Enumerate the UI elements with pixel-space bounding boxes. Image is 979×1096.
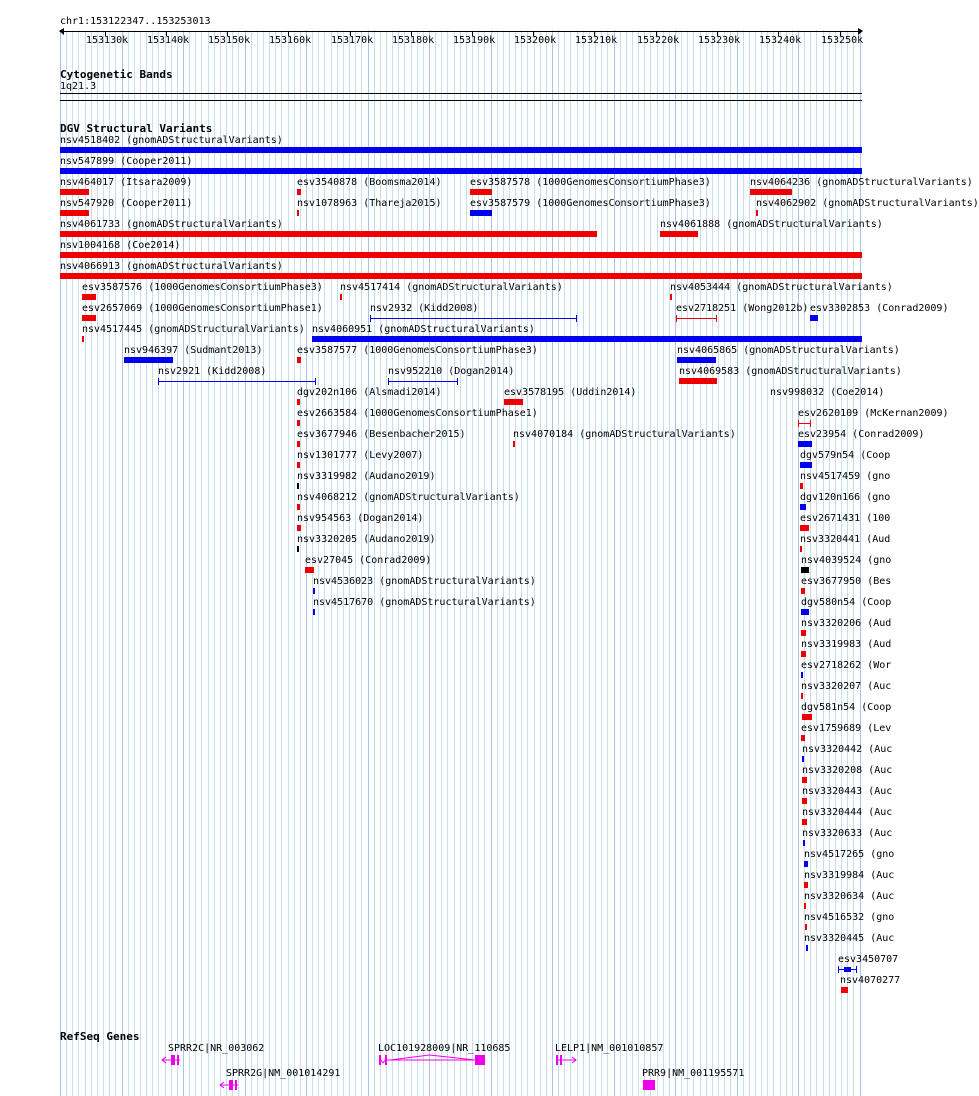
sv-feature-label[interactable]: nsv4061888 (gnomADStructuralVariants) (660, 219, 883, 230)
sv-feature-bar[interactable] (513, 441, 515, 447)
sv-feature-bar[interactable] (297, 399, 300, 405)
sv-feature-label[interactable]: nsv3320208 (Auc (802, 765, 893, 776)
sv-feature-bar[interactable] (297, 546, 299, 552)
sv-feature-bar[interactable] (312, 336, 862, 342)
sv-feature-bar[interactable] (802, 714, 812, 720)
sv-feature-bar[interactable] (297, 210, 299, 216)
grid-line (650, 30, 651, 1096)
sv-feature-bar[interactable] (60, 231, 597, 237)
sv-feature-label[interactable]: nsv998032 (Coe2014) (770, 387, 885, 398)
refseq-track-title: RefSeq Genes (60, 1030, 140, 1043)
sv-feature-label[interactable]: nsv3320443 (Auc (802, 786, 893, 797)
gene-model-part (385, 1055, 387, 1065)
sv-feature-label[interactable]: nsv1004168 (Coe2014) (60, 240, 181, 251)
sv-feature-label[interactable]: esv3677950 (Bes (801, 576, 892, 587)
grid-line (257, 30, 258, 1096)
sv-feature-bar[interactable] (800, 504, 806, 510)
sv-feature-cap (798, 420, 799, 427)
ruler-tick-label: 153130k (86, 35, 129, 46)
gene-model-icon (376, 1055, 489, 1067)
sv-feature-label[interactable]: esv2620109 (McKernan2009) (798, 408, 949, 419)
sv-feature-cap (810, 420, 811, 427)
sv-feature-label[interactable]: nsv547920 (Cooper2011) (60, 198, 193, 209)
sv-feature-bar[interactable] (802, 798, 807, 804)
grid-line (232, 30, 233, 1096)
grid-line (730, 30, 731, 1096)
gene-model-part (475, 1055, 485, 1065)
sv-feature-label[interactable]: nsv3319984 (Auc (804, 870, 895, 881)
grid-line (792, 30, 793, 1096)
grid-line (743, 30, 744, 1096)
sv-feature-label[interactable]: nsv547899 (Cooper2011) (60, 156, 193, 167)
grid-line (460, 30, 461, 1096)
refseq-gene-label[interactable]: SPRR2C|NR_003062 (168, 1043, 265, 1054)
sv-feature-bar[interactable] (800, 546, 802, 552)
sv-feature-label[interactable]: esv2718251 (Wong2012b) (676, 303, 809, 314)
sv-feature-label[interactable]: nsv3319982 (Audano2019) (297, 471, 436, 482)
sv-feature-bar[interactable] (504, 399, 523, 405)
grid-line (177, 30, 178, 1096)
sv-feature-label[interactable]: nsv4062902 (gnomADStructuralVariants) (756, 198, 979, 209)
sv-feature-label[interactable]: esv3677946 (Besenbacher2015) (297, 429, 466, 440)
ruler-tick-label: 153190k (453, 35, 496, 46)
sv-feature-span[interactable] (676, 318, 717, 319)
sv-feature-cap (856, 966, 857, 973)
grid-line (146, 30, 147, 1096)
sv-feature-cap (315, 378, 316, 385)
gene-model-icon (159, 1055, 183, 1067)
gene-model-part (560, 1055, 562, 1065)
sv-feature-label[interactable]: esv3302853 (Conrad2009) (810, 303, 949, 314)
sv-feature-cap (838, 966, 839, 973)
sv-feature-cap (576, 315, 577, 322)
sv-feature-span[interactable] (388, 381, 458, 382)
sv-feature-bar[interactable] (297, 420, 300, 426)
grid-line (577, 30, 578, 1096)
refseq-gene-label[interactable]: SPRR2G|NM_001014291 (226, 1068, 341, 1079)
sv-feature-label[interactable]: nsv4517414 (gnomADStructuralVariants) (340, 282, 563, 293)
sv-feature-bar[interactable] (470, 189, 492, 195)
grid-line (798, 30, 799, 1096)
sv-feature-label[interactable]: dgv120n166 (gno (800, 492, 891, 503)
cytoband-label: 1q21.3 (60, 81, 97, 92)
sv-feature-label[interactable]: nsv3320207 (Auc (801, 681, 892, 692)
gene-model-part (390, 1055, 475, 1060)
sv-feature-label[interactable]: nsv4517265 (gno (804, 849, 895, 860)
grid-line (288, 30, 289, 1096)
sv-feature-bar[interactable] (844, 967, 851, 972)
sv-feature-label[interactable]: nsv4536023 (gnomADStructuralVariants) (313, 576, 536, 587)
sv-feature-bar[interactable] (802, 819, 807, 825)
sv-feature-label[interactable]: nsv4060951 (gnomADStructuralVariants) (312, 324, 535, 335)
grid-line (706, 30, 707, 1096)
grid-line (503, 30, 504, 1096)
grid-line (614, 30, 615, 1096)
sv-feature-bar[interactable] (297, 189, 301, 195)
sv-feature-cap (457, 378, 458, 385)
grid-line (644, 30, 645, 1096)
grid-line (195, 30, 196, 1096)
grid-line (712, 30, 713, 1096)
sv-feature-bar[interactable] (801, 588, 805, 594)
sv-feature-label[interactable]: nsv4517670 (gnomADStructuralVariants) (313, 597, 536, 608)
sv-feature-span[interactable] (370, 318, 577, 319)
sv-feature-label[interactable]: nsv954563 (Dogan2014) (297, 513, 424, 524)
grid-line (189, 30, 190, 1096)
sv-feature-bar[interactable] (297, 441, 300, 447)
grid-line (171, 30, 172, 1096)
grid-line (601, 30, 602, 1096)
grid-line (140, 30, 141, 1096)
gene-model-part (235, 1080, 237, 1090)
sv-feature-bar[interactable] (841, 987, 848, 993)
cytoband-line-bottom (60, 100, 862, 101)
sv-feature-label[interactable]: nsv3320445 (Auc (804, 933, 895, 944)
sv-feature-label[interactable]: nsv4064236 (gnomADStructuralVariants) (750, 177, 973, 188)
grid-line (657, 30, 658, 1096)
grid-line (134, 30, 135, 1096)
grid-line (466, 30, 467, 1096)
ruler-tick-label: 153230k (698, 35, 741, 46)
ruler-tick-label: 153200k (514, 35, 557, 46)
grid-line (281, 30, 282, 1096)
sv-feature-label[interactable]: esv2657069 (1000GenomesConsortiumPhase1) (82, 303, 323, 314)
gene-model-icon (217, 1080, 241, 1092)
sv-feature-label[interactable]: esv27045 (Conrad2009) (305, 555, 432, 566)
sv-feature-label[interactable]: esv23954 (Conrad2009) (798, 429, 925, 440)
refseq-gene-label[interactable]: LOC101928009|NR_110685 (378, 1043, 511, 1054)
sv-feature-label[interactable]: nsv464017 (Itsara2009) (60, 177, 193, 188)
grid-line (626, 30, 627, 1096)
grid-line (724, 30, 725, 1096)
grid-line (589, 30, 590, 1096)
ruler-line (60, 31, 862, 32)
sv-feature-label[interactable]: nsv952210 (Dogan2014) (388, 366, 515, 377)
grid-line (669, 30, 670, 1096)
grid-line (109, 30, 110, 1096)
sv-feature-bar[interactable] (60, 273, 862, 279)
sv-feature-label[interactable]: nsv4069583 (gnomADStructuralVariants) (679, 366, 902, 377)
sv-feature-label[interactable]: nsv1078963 (Thareja2015) (297, 198, 442, 209)
grid-line (693, 30, 694, 1096)
ruler-tick-label: 153240k (759, 35, 802, 46)
sv-feature-bar[interactable] (804, 903, 806, 909)
ruler-tick-label: 153160k (269, 35, 312, 46)
sv-feature-bar[interactable] (679, 378, 717, 384)
sv-feature-label[interactable]: nsv3320444 (Auc (802, 807, 893, 818)
sv-feature-bar[interactable] (82, 315, 96, 321)
locus-label: chr1:153122347..153253013 (60, 16, 211, 27)
sv-feature-label[interactable]: nsv4517445 (gnomADStructuralVariants) (82, 324, 305, 335)
sv-feature-label[interactable]: dgv202n106 (Alsmadi2014) (297, 387, 442, 398)
sv-feature-label[interactable]: nsv946397 (Sudmant2013) (124, 345, 263, 356)
sv-feature-bar[interactable] (750, 189, 792, 195)
grid-line (540, 30, 541, 1096)
sv-feature-bar[interactable] (124, 357, 173, 363)
sv-feature-bar[interactable] (677, 357, 716, 363)
sv-feature-bar[interactable] (297, 357, 301, 363)
sv-feature-bar[interactable] (297, 525, 301, 531)
sv-feature-cap (716, 315, 717, 322)
grid-line (441, 30, 442, 1096)
grid-line (122, 30, 123, 1096)
sv-feature-label[interactable]: esv3450707 (838, 954, 899, 965)
grid-line (158, 30, 159, 1096)
sv-feature-label[interactable]: nsv4053444 (gnomADStructuralVariants) (670, 282, 893, 293)
sv-feature-bar[interactable] (801, 630, 806, 636)
grid-line (269, 30, 270, 1096)
grid-line (564, 30, 565, 1096)
gene-model-part (556, 1055, 558, 1065)
sv-feature-bar[interactable] (313, 588, 315, 594)
sv-feature-bar[interactable] (801, 693, 803, 699)
grid-line (201, 30, 202, 1096)
grid-line (663, 30, 664, 1096)
sv-feature-bar[interactable] (60, 168, 862, 174)
dgv-track-title: DGV Structural Variants (60, 122, 213, 135)
sv-feature-label[interactable]: nsv4065865 (gnomADStructuralVariants) (677, 345, 900, 356)
sv-feature-bar[interactable] (756, 210, 758, 216)
scale-ruler[interactable] (60, 27, 862, 47)
gene-model-part (177, 1055, 179, 1065)
sv-feature-bar[interactable] (313, 609, 315, 615)
gene-model-part (379, 1055, 381, 1065)
sv-feature-label[interactable]: esv3587578 (1000GenomesConsortiumPhase3) (470, 177, 711, 188)
sv-feature-cap (388, 378, 389, 385)
sv-feature-bar[interactable] (804, 882, 808, 888)
sv-feature-bar[interactable] (801, 735, 805, 741)
gene-model-icon (640, 1080, 658, 1092)
grid-line (275, 30, 276, 1096)
refseq-gene-label[interactable]: LELP1|NM_001010857 (555, 1043, 664, 1054)
grid-line (208, 30, 209, 1096)
grid-line (238, 30, 239, 1096)
sv-feature-bar[interactable] (801, 567, 809, 573)
ruler-tick-label: 153140k (147, 35, 190, 46)
cytoband-track-title: Cytogenetic Bands (60, 68, 173, 81)
sv-feature-label[interactable]: esv3587576 (1000GenomesConsortiumPhase3) (82, 282, 323, 293)
sv-feature-label[interactable]: esv3587579 (1000GenomesConsortiumPhase3) (470, 198, 711, 209)
grid-line (546, 30, 547, 1096)
sv-feature-label[interactable]: nsv4066913 (gnomADStructuralVariants) (60, 261, 283, 272)
ruler-tick-label: 153170k (331, 35, 374, 46)
ruler-tick-label: 153250k (821, 35, 864, 46)
ruler-arrow-right-icon (858, 28, 863, 35)
sv-feature-bar[interactable] (801, 672, 803, 678)
sv-feature-label[interactable]: dgv581n54 (Coop (801, 702, 892, 713)
sv-feature-cap (676, 315, 677, 322)
sv-feature-bar[interactable] (297, 504, 300, 510)
cytoband-line-top (60, 93, 862, 94)
grid-line (534, 30, 535, 1096)
sv-feature-bar[interactable] (802, 777, 807, 783)
sv-feature-label[interactable]: esv3540878 (Boomsma2014) (297, 177, 442, 188)
sv-feature-bar[interactable] (801, 651, 806, 657)
sv-feature-bar[interactable] (804, 861, 808, 867)
sv-feature-bar[interactable] (798, 441, 812, 447)
sv-feature-bar[interactable] (670, 294, 672, 300)
ruler-tick-label: 153180k (392, 35, 435, 46)
sv-feature-label[interactable]: nsv4039524 (gno (801, 555, 892, 566)
sv-feature-label[interactable]: nsv4516532 (gno (804, 912, 895, 923)
sv-feature-bar[interactable] (297, 462, 300, 468)
grid-line (700, 30, 701, 1096)
grid-line (632, 30, 633, 1096)
grid-line (681, 30, 682, 1096)
grid-line (558, 30, 559, 1096)
ruler-tick-label: 153210k (575, 35, 618, 46)
grid-line (497, 30, 498, 1096)
sv-feature-bar[interactable] (297, 483, 299, 489)
grid-line (583, 30, 584, 1096)
sv-feature-bar[interactable] (60, 210, 89, 216)
gene-model-part (643, 1080, 655, 1090)
sv-feature-bar[interactable] (810, 315, 818, 321)
sv-feature-label[interactable]: nsv4518402 (gnomADStructuralVariants) (60, 135, 283, 146)
sv-feature-bar[interactable] (800, 462, 812, 468)
sv-feature-cap (158, 378, 159, 385)
gene-model-part (381, 1060, 385, 1063)
sv-feature-label[interactable]: esv1759689 (Lev (801, 723, 892, 734)
gene-model-icon (553, 1055, 579, 1067)
grid-line (294, 30, 295, 1096)
grid-line (638, 30, 639, 1096)
grid-line (251, 30, 252, 1096)
grid-line (527, 30, 528, 1096)
sv-feature-label[interactable]: nsv3319983 (Aud (801, 639, 892, 650)
grid-line (128, 30, 129, 1096)
grid-line (263, 30, 264, 1096)
sv-feature-bar[interactable] (806, 945, 808, 951)
grid-line (509, 30, 510, 1096)
sv-feature-cap (370, 315, 371, 322)
sv-feature-bar[interactable] (60, 147, 862, 153)
sv-feature-bar[interactable] (801, 609, 809, 615)
ruler-arrow-left-icon (59, 28, 64, 35)
gene-model-part (171, 1055, 175, 1065)
grid-line (570, 30, 571, 1096)
grid-line (454, 30, 455, 1096)
sv-feature-label[interactable]: esv3578195 (Uddin2014) (504, 387, 637, 398)
grid-line (552, 30, 553, 1096)
sv-feature-label[interactable]: nsv3320442 (Auc (802, 744, 893, 755)
sv-feature-label[interactable]: nsv4068212 (gnomADStructuralVariants) (297, 492, 520, 503)
grid-line (521, 30, 522, 1096)
grid-line (435, 30, 436, 1096)
sv-feature-label[interactable]: nsv4517459 (gno (800, 471, 891, 482)
sv-feature-bar[interactable] (470, 210, 492, 216)
sv-feature-label[interactable]: esv2718262 (Wor (801, 660, 892, 671)
grid-line (515, 30, 516, 1096)
grid-line (165, 30, 166, 1096)
grid-line (447, 30, 448, 1096)
sv-feature-label[interactable]: nsv3320633 (Auc (802, 828, 893, 839)
sv-feature-label[interactable]: nsv3320634 (Auc (804, 891, 895, 902)
sv-feature-bar[interactable] (660, 231, 698, 237)
sv-feature-label[interactable]: nsv4070184 (gnomADStructuralVariants) (513, 429, 736, 440)
sv-feature-bar[interactable] (60, 189, 89, 195)
sv-feature-label[interactable]: nsv1301777 (Levy2007) (297, 450, 424, 461)
sv-feature-span[interactable] (158, 381, 316, 382)
sv-feature-bar[interactable] (802, 756, 804, 762)
sv-feature-label[interactable]: nsv2921 (Kidd2008) (158, 366, 267, 377)
sv-feature-bar[interactable] (800, 525, 809, 531)
grid-line (91, 30, 92, 1096)
refseq-gene-label[interactable]: PRR9|NM_001195571 (642, 1068, 745, 1079)
sv-feature-label[interactable]: esv2671431 (100 (800, 513, 891, 524)
grid-line (245, 30, 246, 1096)
sv-feature-bar[interactable] (803, 840, 805, 846)
sv-feature-label[interactable]: esv3587577 (1000GenomesConsortiumPhase3) (297, 345, 538, 356)
sv-feature-bar[interactable] (800, 483, 803, 489)
grid-line (737, 30, 738, 1096)
grid-line (595, 30, 596, 1096)
grid-line (103, 30, 104, 1096)
sv-feature-label[interactable]: nsv4070277 (840, 975, 901, 986)
sv-feature-bar[interactable] (82, 336, 84, 342)
sv-feature-label[interactable]: dgv580n54 (Coop (801, 597, 892, 608)
ruler-tick-label: 153220k (637, 35, 680, 46)
sv-feature-label[interactable]: nsv3320206 (Aud (801, 618, 892, 629)
sv-feature-bar[interactable] (82, 294, 96, 300)
grid-line (97, 30, 98, 1096)
grid-line (675, 30, 676, 1096)
ruler-tick-label: 153150k (208, 35, 251, 46)
grid-line (183, 30, 184, 1096)
sv-feature-bar[interactable] (340, 294, 342, 300)
grid-line (214, 30, 215, 1096)
sv-feature-label[interactable]: nsv3320205 (Audano2019) (297, 534, 436, 545)
grid-line (152, 30, 153, 1096)
grid-line (607, 30, 608, 1096)
sv-feature-label[interactable]: nsv4061733 (gnomADStructuralVariants) (60, 219, 283, 230)
grid-line (226, 30, 227, 1096)
sv-feature-label[interactable]: nsv3320441 (Aud (800, 534, 891, 545)
grid-line (220, 30, 221, 1096)
grid-line (620, 30, 621, 1096)
gene-model-part (229, 1080, 233, 1090)
sv-feature-bar[interactable] (805, 924, 807, 930)
grid-line (687, 30, 688, 1096)
sv-feature-label[interactable]: dgv579n54 (Coop (800, 450, 891, 461)
sv-feature-label[interactable]: esv2663584 (1000GenomesConsortiumPhase1) (297, 408, 538, 419)
sv-feature-bar[interactable] (60, 252, 862, 258)
grid-line (115, 30, 116, 1096)
grid-line (718, 30, 719, 1096)
sv-feature-bar[interactable] (305, 567, 314, 573)
sv-feature-label[interactable]: nsv2932 (Kidd2008) (370, 303, 479, 314)
